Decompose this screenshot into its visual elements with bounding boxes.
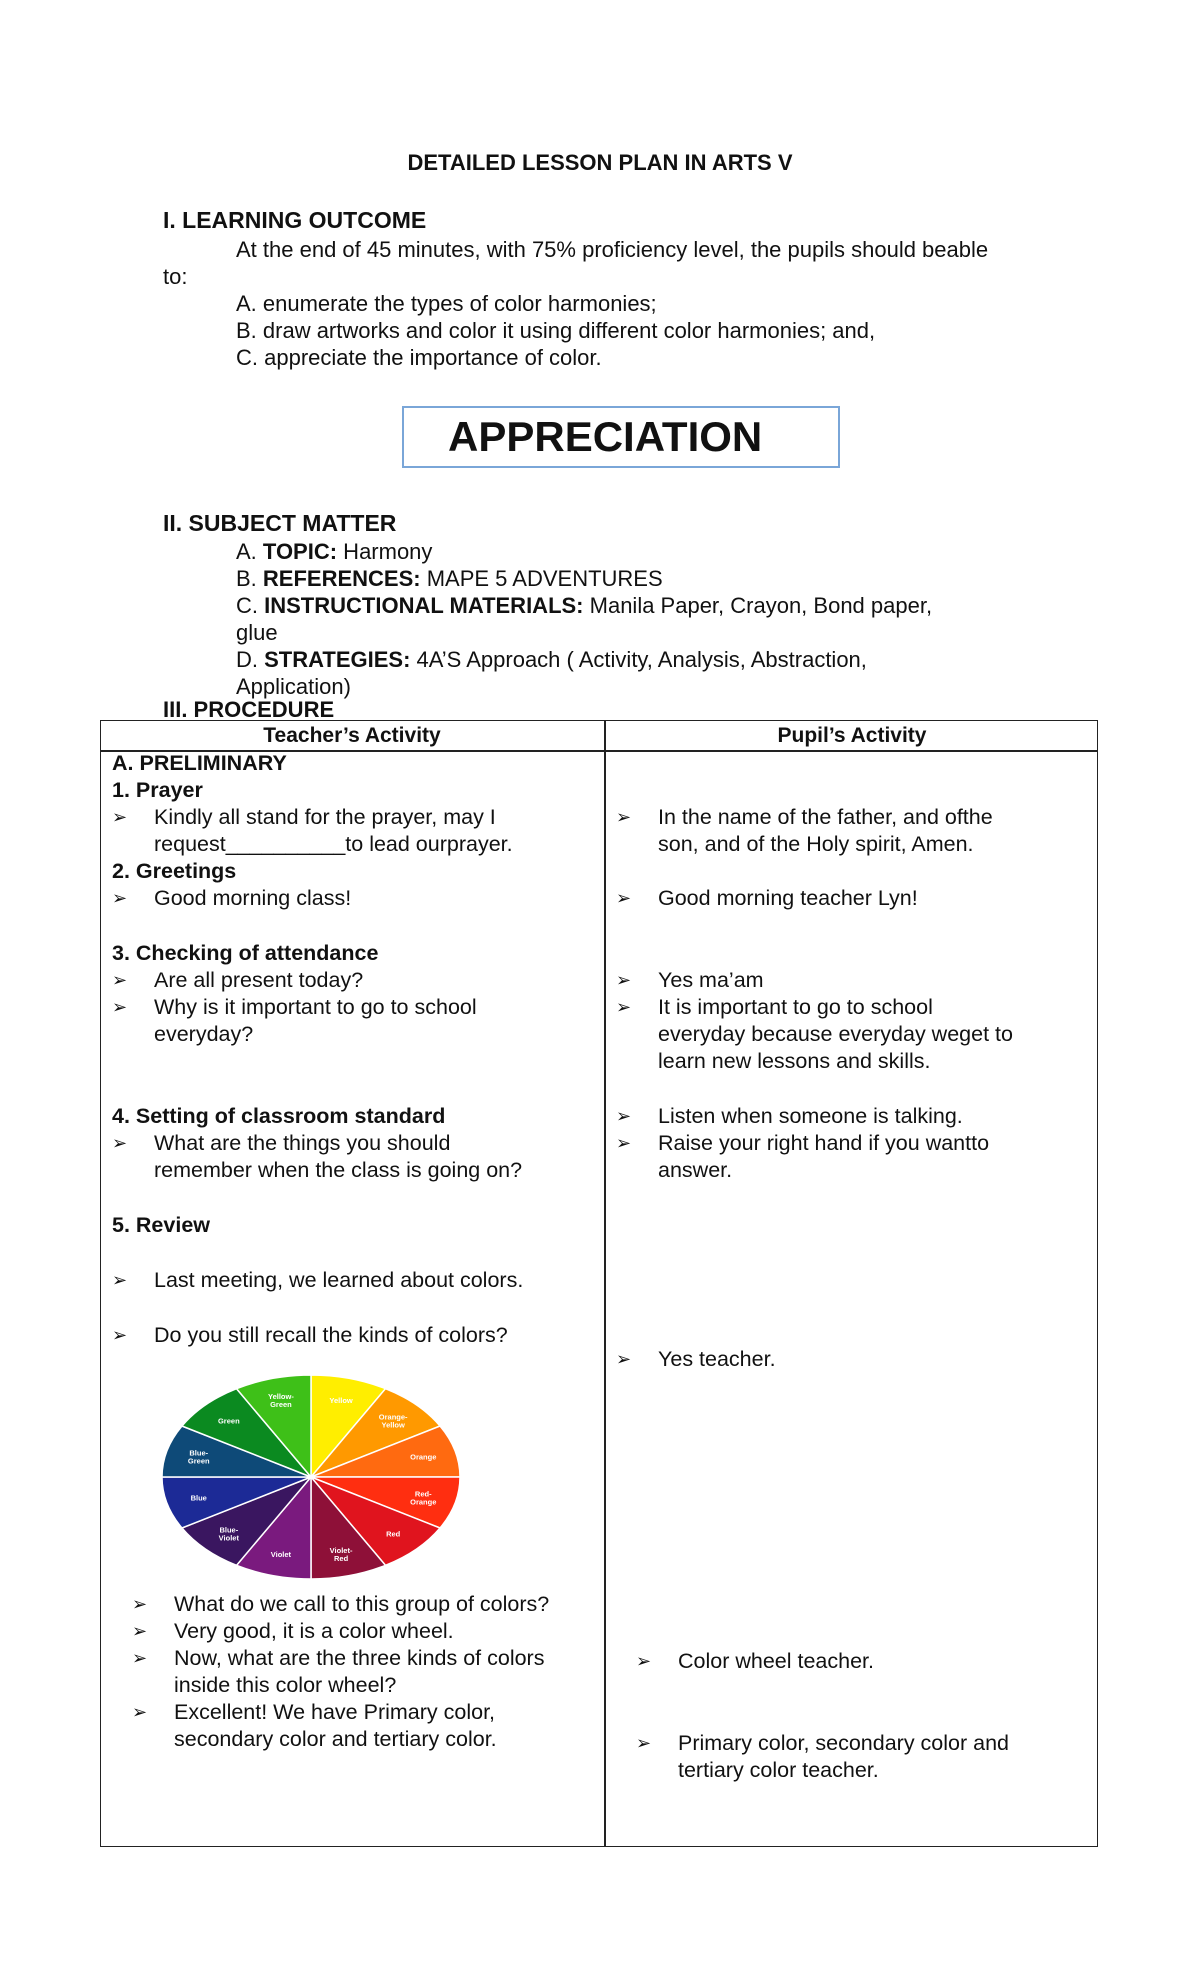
color-wheel-label: Violet xyxy=(270,1549,292,1559)
pupil-line-cont: everyday because everyday weget to xyxy=(658,1022,1013,1046)
arrow-bullet-icon: ➢ xyxy=(616,1133,632,1153)
arrow-bullet-icon: ➢ xyxy=(616,807,632,827)
color-wheel-image xyxy=(160,1372,462,1582)
arrow-bullet-icon: ➢ xyxy=(636,1733,652,1753)
classroom-standard-heading: 4. Setting of classroom standard xyxy=(112,1104,446,1128)
document-title: DETAILED LESSON PLAN IN ARTS V xyxy=(407,150,793,175)
learning-outcome-heading: I. LEARNING OUTCOME xyxy=(163,207,427,233)
arrow-bullet-icon: ➢ xyxy=(112,1270,128,1290)
document-page: DETAILED LESSON PLAN IN ARTS V I. LEARNING OUTCOME At the end of 45 minutes, with 75% proficiency level, the pupils should beable to: A. enumerate the types of color harmonies; B. draw artworks and color it using different color harmonies; and, C. appreciate the importance of color. APPRECIATION II. SUBJECT MATTER A. TOPIC: Harmony B. REFERENCES: MAPE 5 ADVENTURES C. INSTRUCTIONAL MATERIALS: Manila Paper, Crayon, Bond paper, glue D. STRATEGIES: 4A’S Approach ( Activity, Analysis, Abstraction, Application) III. PROCEDURE Teacher’s Activity Pupil’s Activity A. PRELIMINARY 1. Prayer ➢ Kindly all stand for the prayer, may I request__________to lead ourprayer. 2. Greetings ➢ Good morning class! 3. Checking of attendance ➢ Are all present today? ➢ Why is it important to go to school everyday? 4. Setting of classroom standard ➢ What are the things you should remember when the class is going on? 5. Review ➢ Last meeting, we learned about colors. ➢ Do you still recall the kinds of colors? Yellow Orange-Yellow Orange Red-Orange Red Violet-Red Violet Blue-Violet Blue Blue-Green Green Yellow-Green ➢ What do we call to this group of colors? ➢ Very good, it is a color wheel. ➢ Now, what are the three kinds of colors inside this color wheel? ➢ Excellent! We have Primary color, secondary color and tertiary color. ➢ In the name of the father, and ofthe son, and of the Holy spirit, Amen. ➢ Good morning teacher Lyn! ➢ Yes ma’am ➢ It is important to go to school everyday because everyday weget to learn new lessons and skills. ➢ Listen when someone is talking. ➢ Raise your right hand if you wantto answer. ➢ Yes teacher. ➢ Color wheel teacher. ➢ Primary color, secondary color and tertiary color teacher. xyxy=(0,0,1200,1976)
color-wheel-label: Blue-Green xyxy=(187,1448,210,1466)
color-wheel-label: Green xyxy=(217,1416,240,1426)
standard-question-cont: remember when the class is going on? xyxy=(154,1158,523,1182)
color-wheel-label: Yellow-Green xyxy=(267,1392,294,1410)
outcome-intro: At the end of 45 minutes, with 75% proficiency level, the pupils should beable xyxy=(236,237,989,262)
color-wheel-label: Red-Orange xyxy=(410,1489,437,1507)
arrow-bullet-icon: ➢ xyxy=(132,1702,148,1722)
review-heading: 5. Review xyxy=(112,1213,210,1237)
outcome-item-b: B. draw artworks and color it using different color harmonies; and, xyxy=(236,318,876,343)
attendance-heading: 3. Checking of attendance xyxy=(112,941,379,965)
subject-matter-heading: II. SUBJECT MATTER xyxy=(163,510,397,536)
teacher-activity-header: Teacher’s Activity xyxy=(263,724,441,747)
arrow-bullet-icon: ➢ xyxy=(616,997,632,1017)
outcome-item-a: A. enumerate the types of color harmonies; xyxy=(236,291,657,316)
preliminary-heading: A. PRELIMINARY xyxy=(112,751,287,775)
arrow-bullet-icon: ➢ xyxy=(112,997,128,1017)
arrow-bullet-icon: ➢ xyxy=(616,1349,632,1369)
subject-strategies-cont: Application) xyxy=(236,674,351,699)
color-wheel-label: Blue xyxy=(190,1493,207,1503)
arrow-bullet-icon: ➢ xyxy=(132,1648,148,1668)
subject-topic: A. TOPIC: Harmony xyxy=(236,539,433,564)
arrow-bullet-icon: ➢ xyxy=(112,1133,128,1153)
arrow-bullet-icon: ➢ xyxy=(132,1621,148,1641)
pupil-line-cont: tertiary color teacher. xyxy=(678,1758,879,1782)
color-wheel-label: Red xyxy=(386,1529,401,1539)
subject-references: B. REFERENCES: MAPE 5 ADVENTURES xyxy=(236,566,663,591)
arrow-bullet-icon: ➢ xyxy=(112,970,128,990)
prayer-request-line: request__________to lead ourprayer. xyxy=(154,832,513,856)
table-column-divider xyxy=(604,720,606,1847)
color-wheel-label: Orange xyxy=(410,1452,437,1462)
subject-materials-cont: glue xyxy=(236,620,278,645)
color-wheel-label: Orange-Yellow xyxy=(378,1412,408,1430)
pupil-line-cont: learn new lessons and skills. xyxy=(658,1049,931,1073)
arrow-bullet-icon: ➢ xyxy=(636,1651,652,1671)
arrow-bullet-icon: ➢ xyxy=(112,888,128,908)
procedure-heading: III. PROCEDURE xyxy=(163,697,335,722)
appreciation-banner: APPRECIATION xyxy=(402,406,840,468)
pupil-line-cont: answer. xyxy=(658,1158,733,1182)
color-wheel-label: Violet-Red xyxy=(329,1545,353,1563)
arrow-bullet-icon: ➢ xyxy=(616,888,632,908)
arrow-bullet-icon: ➢ xyxy=(132,1594,148,1614)
arrow-bullet-icon: ➢ xyxy=(616,970,632,990)
attendance-question-cont: everyday? xyxy=(154,1022,254,1046)
pupil-line-cont: son, and of the Holy spirit, Amen. xyxy=(658,832,974,856)
arrow-bullet-icon: ➢ xyxy=(616,1106,632,1126)
color-wheel-label: Blue-Violet xyxy=(218,1525,239,1543)
arrow-bullet-icon: ➢ xyxy=(112,1325,128,1345)
prayer-heading: 1. Prayer xyxy=(112,778,203,802)
arrow-bullet-icon: ➢ xyxy=(112,807,128,827)
subject-strategies: D. STRATEGIES: 4A’S Approach ( Activity, Analysis, Abstraction, xyxy=(236,647,867,672)
outcome-item-c: C. appreciate the importance of color. xyxy=(236,345,602,370)
subject-materials: C. INSTRUCTIONAL MATERIALS: Manila Paper, Crayon, Bond paper, xyxy=(236,593,933,618)
pupil-activity-header: Pupil’s Activity xyxy=(777,724,927,747)
color-wheel-label: Yellow xyxy=(329,1396,353,1406)
outcome-intro-cont: to: xyxy=(163,264,188,289)
answer-cont: secondary color and tertiary color. xyxy=(174,1727,497,1751)
greetings-heading: 2. Greetings xyxy=(112,859,237,883)
question-cont: inside this color wheel? xyxy=(174,1673,397,1697)
